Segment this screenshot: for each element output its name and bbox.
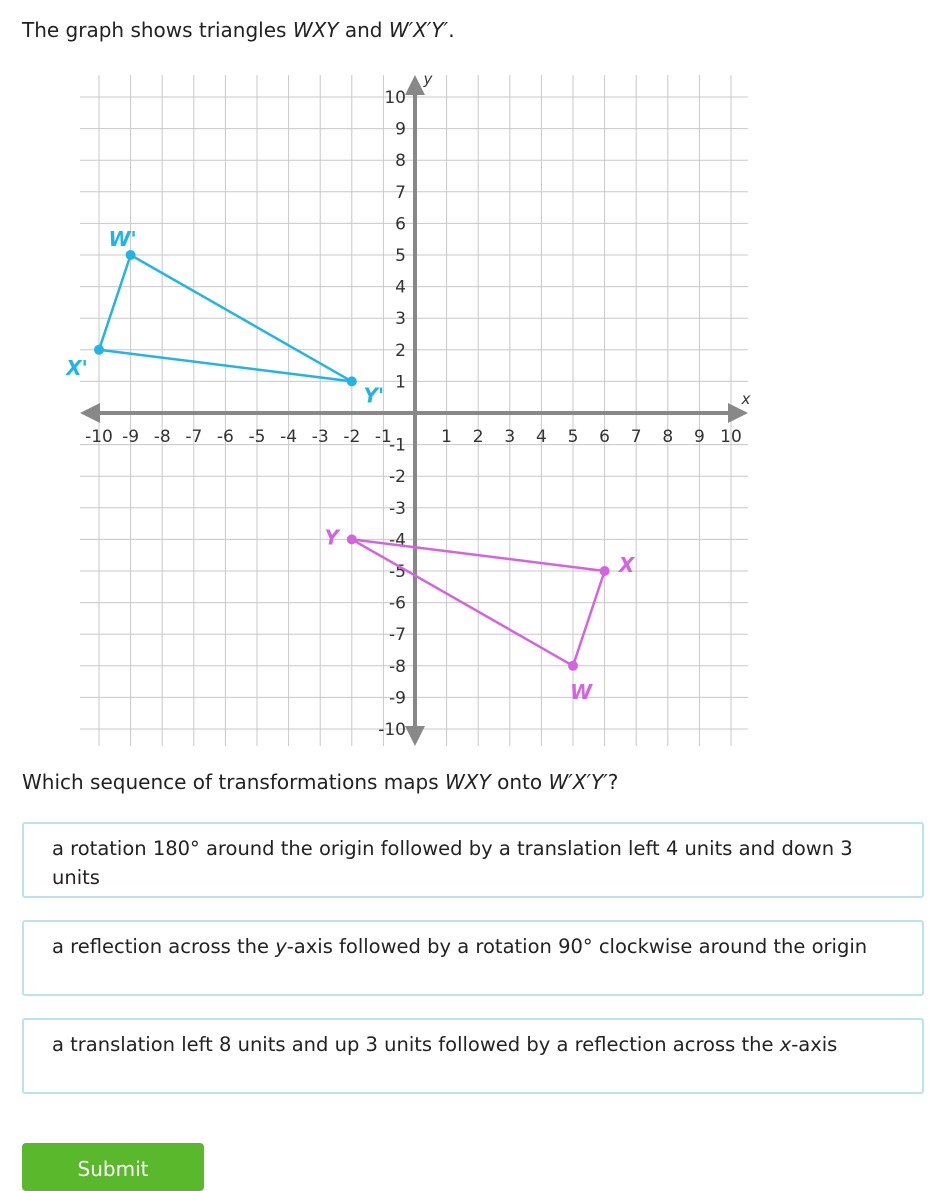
- answer-choice-1[interactable]: [22, 822, 924, 898]
- vertex-label: W: [569, 679, 593, 704]
- question-text: [22, 770, 618, 794]
- y-tick-label: -8: [389, 656, 406, 677]
- choice-1-text: a rotation 180° around the origin followed by a translation left 4 units and down 3 units: [52, 837, 853, 889]
- vertex-point: [568, 661, 578, 671]
- triangle-name-image: W′X′Y′: [388, 18, 449, 42]
- question-text-start: Which sequence of transformations maps: [22, 770, 446, 794]
- x-tick-label: -3: [311, 427, 329, 447]
- question-prompt: [22, 18, 455, 42]
- x-tick-label: 5: [567, 427, 579, 447]
- vertex-point: [126, 250, 136, 260]
- prompt-text-and: and: [338, 18, 389, 42]
- y-tick-label: -2: [389, 467, 406, 488]
- x-tick-label: 7: [630, 427, 642, 447]
- choice-3-text-start: a translation left 8 units and up 3 units followed by a reflection across the: [52, 1033, 780, 1056]
- y-tick-label: -9: [389, 688, 406, 709]
- x-axis-arrow-left: [80, 403, 100, 423]
- y-tick-label: 2: [395, 340, 406, 361]
- choice-2-text-end: -axis followed by a rotation 90° clockwise around the origin: [286, 935, 868, 958]
- x-tick-label: -9: [122, 427, 140, 447]
- submit-button[interactable]: Submit: [22, 1143, 204, 1191]
- x-tick-label: 9: [693, 427, 705, 447]
- y-tick-label: 6: [395, 214, 406, 235]
- x-axis-label: x: [741, 390, 751, 408]
- vertex-point: [347, 534, 357, 544]
- choice-2-axis-var: y: [275, 935, 287, 958]
- triangles: [64, 227, 636, 704]
- y-tick-label: -3: [389, 498, 406, 519]
- x-tick-label: 4: [535, 427, 547, 447]
- y-tick-label: 1: [395, 372, 406, 393]
- y-tick-label: 8: [395, 151, 406, 172]
- answer-choice-3[interactable]: [22, 1018, 924, 1094]
- y-tick-label: 5: [395, 246, 406, 266]
- question-text-onto: onto: [490, 770, 549, 794]
- question-triangle-original: WXY: [445, 770, 491, 794]
- vertex-label: Y': [363, 383, 385, 408]
- y-axis-arrow-down: [405, 726, 425, 746]
- x-tick-label: -1: [374, 427, 392, 447]
- x-tick-label: -10: [85, 427, 113, 447]
- y-tick-label: -6: [389, 593, 406, 614]
- y-tick-label: -5: [389, 562, 406, 582]
- triangle-name-original: WXY: [292, 18, 339, 42]
- vertex-point: [600, 566, 610, 576]
- y-tick-label: 4: [395, 277, 406, 298]
- x-tick-label: 8: [662, 427, 674, 447]
- vertex-label: Y: [324, 525, 340, 550]
- answer-choice-2[interactable]: [22, 920, 924, 996]
- vertex-point: [94, 345, 104, 355]
- x-tick-label: -5: [248, 427, 266, 447]
- x-tick-label: -2: [343, 427, 361, 447]
- x-tick-label: 10: [720, 427, 742, 447]
- y-tick-label: -7: [389, 625, 406, 646]
- question-triangle-image: W′X′Y′: [548, 770, 608, 794]
- vertex-point: [347, 376, 357, 386]
- y-tick-label: 10: [384, 88, 406, 108]
- y-axis-arrow-up: [405, 75, 425, 95]
- y-tick-label: -10: [378, 720, 406, 740]
- y-tick-label: 3: [395, 309, 406, 330]
- choice-2-text-start: a reflection across the: [52, 935, 276, 958]
- x-tick-label: -4: [280, 427, 298, 447]
- prompt-period: .: [448, 18, 455, 42]
- y-axis-label: y: [423, 70, 433, 88]
- x-tick-label: 6: [599, 427, 611, 447]
- y-tick-label: 9: [395, 119, 406, 140]
- axes: [80, 70, 751, 746]
- y-tick-label: -4: [389, 530, 406, 551]
- vertex-label: X: [618, 553, 635, 577]
- x-tick-label: 3: [504, 427, 516, 447]
- x-tick-label: -6: [216, 427, 234, 447]
- x-tick-label: 2: [472, 427, 484, 447]
- x-tick-label: -7: [185, 427, 203, 447]
- question-mark: ?: [607, 770, 619, 794]
- choice-3-text-end: -axis: [791, 1033, 838, 1056]
- x-tick-label: 1: [441, 427, 453, 447]
- choice-3-axis-var: x: [779, 1033, 792, 1056]
- vertex-label: W': [108, 227, 137, 251]
- prompt-text: The graph shows triangles: [22, 18, 293, 42]
- y-tick-label: 7: [395, 182, 406, 203]
- vertex-label: X': [66, 355, 88, 380]
- coordinate-graph: [0, 60, 800, 760]
- y-tick-label: -1: [389, 435, 406, 456]
- x-tick-label: -8: [153, 427, 171, 447]
